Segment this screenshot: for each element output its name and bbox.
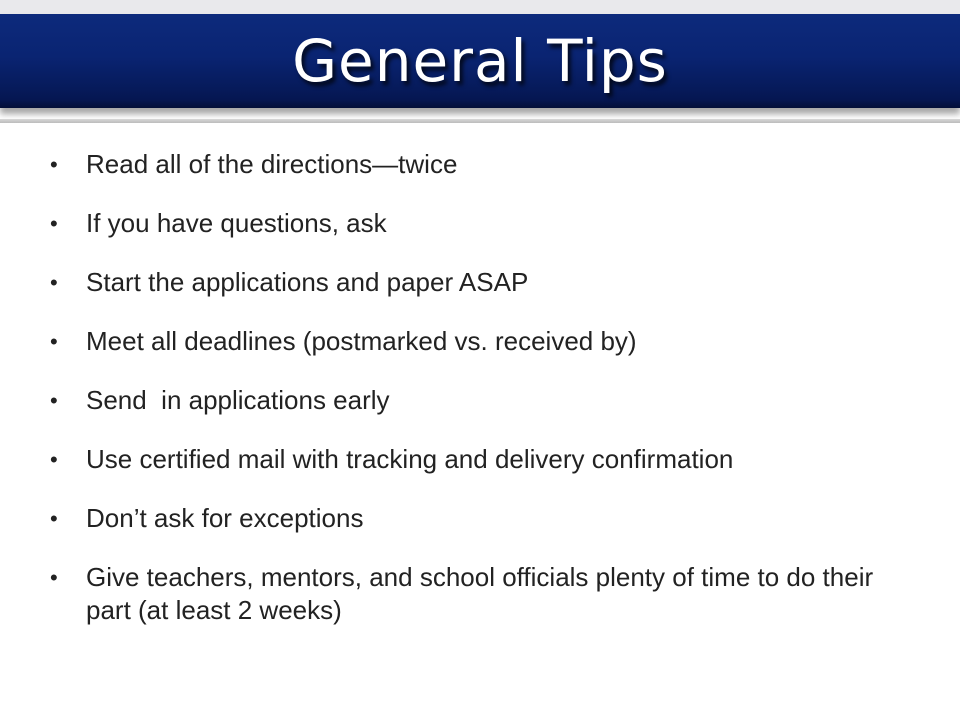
bullet-item bbox=[48, 502, 920, 535]
slide-title: General Tips bbox=[292, 27, 668, 95]
bullet-text: Read all of the directions—twice bbox=[86, 149, 458, 179]
bullet-dot-icon: • bbox=[50, 211, 58, 236]
bullet-list bbox=[48, 148, 920, 653]
bullet-text: Give teachers, mentors, and school officials plenty of time to do their part (at least 2 weeks) bbox=[86, 562, 874, 625]
bullet-dot-icon: • bbox=[50, 506, 58, 531]
bullet-dot-icon: • bbox=[50, 565, 58, 590]
bullet-text: Meet all deadlines (postmarked vs. received by) bbox=[86, 326, 637, 356]
bullet-text: Send in applications early bbox=[86, 385, 390, 415]
bullet-item bbox=[48, 561, 920, 627]
bullet-item bbox=[48, 266, 920, 299]
top-strip bbox=[0, 0, 960, 14]
bullet-text: If you have questions, ask bbox=[86, 208, 387, 238]
bullet-dot-icon: • bbox=[50, 152, 58, 177]
bullet-text: Start the applications and paper ASAP bbox=[86, 267, 529, 297]
title-divider bbox=[0, 119, 960, 123]
bullet-item bbox=[48, 384, 920, 417]
bullet-dot-icon: • bbox=[50, 388, 58, 413]
bullet-dot-icon: • bbox=[50, 270, 58, 295]
bullet-item bbox=[48, 207, 920, 240]
bullet-item bbox=[48, 325, 920, 358]
bullet-item bbox=[48, 443, 920, 476]
bullet-text: Use certified mail with tracking and delivery confirmation bbox=[86, 444, 734, 474]
bullet-item bbox=[48, 148, 920, 181]
bullet-dot-icon: • bbox=[50, 329, 58, 354]
bullet-dot-icon: • bbox=[50, 447, 58, 472]
bullet-text: Don’t ask for exceptions bbox=[86, 503, 364, 533]
